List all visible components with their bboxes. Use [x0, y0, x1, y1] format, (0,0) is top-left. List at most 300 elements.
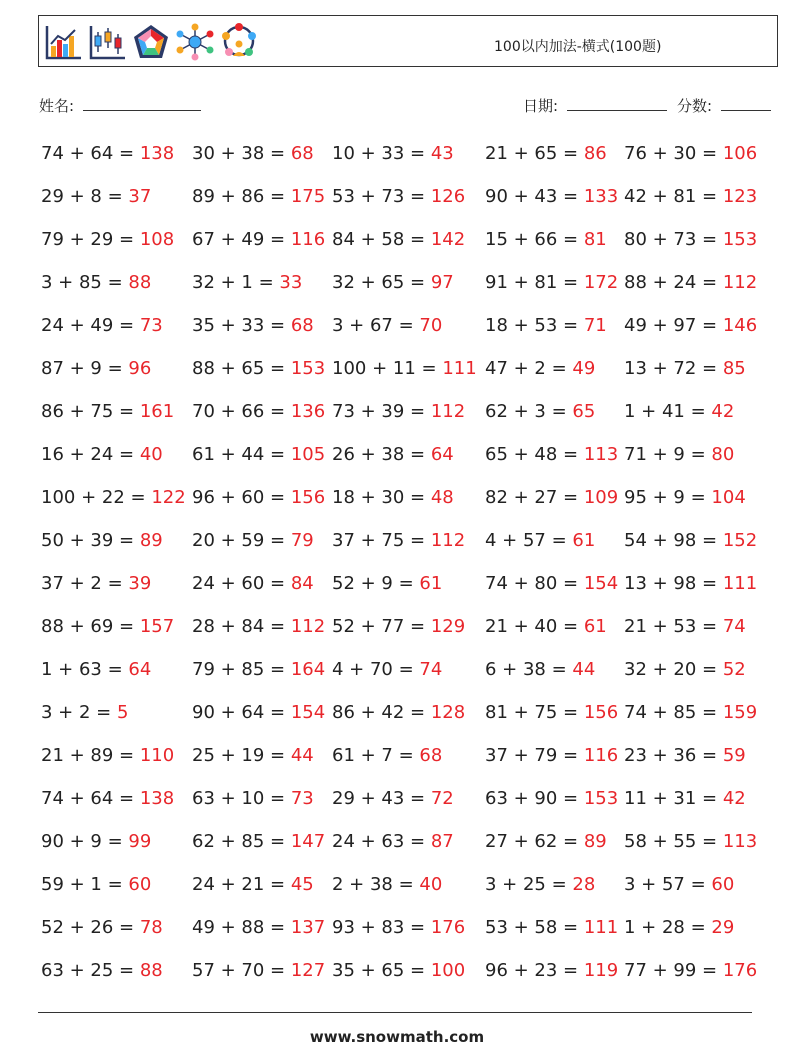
problem-question: 87 + 9 =	[41, 358, 129, 379]
problem-answer: 138	[139, 143, 175, 164]
problem-question: 88 + 24 =	[624, 272, 723, 293]
problem-answer: 81	[583, 229, 607, 250]
problem-answer: 64	[430, 444, 454, 465]
problem-answer: 111	[583, 917, 619, 938]
problem-answer: 61	[583, 616, 607, 637]
problem-answer: 42	[722, 788, 746, 809]
problem-answer: 112	[722, 272, 758, 293]
problem-answer: 68	[419, 745, 443, 766]
problem-question: 15 + 66 =	[485, 229, 584, 250]
problem-item	[41, 960, 192, 1003]
problem-question: 70 + 66 =	[192, 401, 291, 422]
problem-answer: 112	[430, 530, 466, 551]
problem-answer: 60	[128, 874, 152, 895]
problem-answer: 147	[290, 831, 326, 852]
problem-question: 80 + 73 =	[624, 229, 723, 250]
problem-item	[192, 401, 332, 444]
problem-answer: 154	[583, 573, 619, 594]
problem-item	[41, 702, 192, 745]
problem-item	[41, 917, 192, 960]
problem-item	[332, 616, 485, 659]
problem-answer: 33	[279, 272, 303, 293]
problem-item	[41, 186, 192, 229]
problem-answer: 146	[722, 315, 758, 336]
problem-question: 1 + 28 =	[624, 917, 712, 938]
problem-question: 86 + 42 =	[332, 702, 431, 723]
problem-answer: 126	[430, 186, 466, 207]
problem-answer: 116	[290, 229, 326, 250]
problem-question: 21 + 53 =	[624, 616, 723, 637]
problem-answer: 86	[583, 143, 607, 164]
problem-answer: 112	[290, 616, 326, 637]
problem-item	[332, 401, 485, 444]
problem-item	[624, 874, 764, 917]
problem-item	[332, 229, 485, 272]
problem-question: 82 + 27 =	[485, 487, 584, 508]
problem-item	[192, 487, 332, 530]
problem-question: 63 + 90 =	[485, 788, 584, 809]
problem-item	[41, 788, 192, 831]
problem-item	[332, 530, 485, 573]
problem-question: 37 + 79 =	[485, 745, 584, 766]
problem-question: 67 + 49 =	[192, 229, 291, 250]
problem-question: 6 + 38 =	[485, 659, 573, 680]
problem-question: 86 + 75 =	[41, 401, 140, 422]
problem-item	[332, 874, 485, 917]
problem-answer: 105	[290, 444, 326, 465]
problem-answer: 52	[722, 659, 746, 680]
problem-answer: 85	[722, 358, 746, 379]
problem-item	[485, 874, 624, 917]
pentagon-icon	[131, 22, 171, 62]
problem-question: 74 + 80 =	[485, 573, 584, 594]
problem-item	[332, 659, 485, 702]
problem-item	[485, 272, 624, 315]
problem-answer: 37	[128, 186, 152, 207]
problem-question: 61 + 44 =	[192, 444, 291, 465]
problem-question: 42 + 81 =	[624, 186, 723, 207]
problem-question: 32 + 20 =	[624, 659, 723, 680]
problem-item	[332, 186, 485, 229]
problem-item	[192, 917, 332, 960]
problem-question: 3 + 85 =	[41, 272, 129, 293]
problem-question: 81 + 75 =	[485, 702, 584, 723]
problem-item	[192, 831, 332, 874]
problem-question: 74 + 64 =	[41, 788, 140, 809]
problem-question: 96 + 60 =	[192, 487, 291, 508]
problem-item	[485, 659, 624, 702]
problem-question: 90 + 9 =	[41, 831, 129, 852]
problem-answer: 79	[290, 530, 314, 551]
problem-question: 30 + 38 =	[192, 143, 291, 164]
problem-question: 100 + 22 =	[41, 487, 152, 508]
name-label: 姓名:	[39, 97, 75, 115]
problem-answer: 73	[139, 315, 163, 336]
problem-item	[41, 315, 192, 358]
problem-question: 96 + 23 =	[485, 960, 584, 981]
problem-answer: 172	[583, 272, 619, 293]
problem-question: 59 + 1 =	[41, 874, 129, 895]
problem-item	[41, 401, 192, 444]
problem-item	[332, 917, 485, 960]
problem-question: 20 + 59 =	[192, 530, 291, 551]
problem-item	[485, 487, 624, 530]
problem-item	[485, 960, 624, 1003]
problem-question: 21 + 65 =	[485, 143, 584, 164]
problem-item	[624, 745, 764, 788]
problem-answer: 40	[139, 444, 163, 465]
problem-item	[624, 272, 764, 315]
problem-item	[332, 831, 485, 874]
problem-item	[192, 358, 332, 401]
problem-answer: 80	[711, 444, 735, 465]
problem-answer: 89	[583, 831, 607, 852]
problem-question: 13 + 72 =	[624, 358, 723, 379]
problem-item	[624, 401, 764, 444]
problem-answer: 108	[139, 229, 175, 250]
problem-question: 54 + 98 =	[624, 530, 723, 551]
problem-answer: 176	[722, 960, 758, 981]
problem-question: 65 + 48 =	[485, 444, 584, 465]
score-label: 分数:	[677, 97, 713, 115]
problem-answer: 71	[583, 315, 607, 336]
problem-question: 53 + 73 =	[332, 186, 431, 207]
problem-question: 88 + 69 =	[41, 616, 140, 637]
problem-item	[485, 917, 624, 960]
problem-question: 79 + 29 =	[41, 229, 140, 250]
problem-item	[485, 831, 624, 874]
problem-question: 95 + 9 =	[624, 487, 712, 508]
problem-answer: 175	[290, 186, 326, 207]
problem-answer: 29	[711, 917, 735, 938]
date-field	[523, 95, 667, 116]
problem-question: 16 + 24 =	[41, 444, 140, 465]
problem-question: 84 + 58 =	[332, 229, 431, 250]
problem-question: 24 + 21 =	[192, 874, 291, 895]
problem-answer: 156	[583, 702, 619, 723]
problem-item	[485, 358, 624, 401]
problem-answer: 104	[711, 487, 746, 508]
problem-answer: 68	[290, 143, 314, 164]
problem-item	[332, 487, 485, 530]
problem-item	[192, 702, 332, 745]
problem-answer: 137	[290, 917, 326, 938]
problem-answer: 142	[430, 229, 466, 250]
problem-answer: 72	[430, 788, 454, 809]
problem-item	[624, 186, 764, 229]
problem-question: 35 + 65 =	[332, 960, 431, 981]
problem-question: 93 + 83 =	[332, 917, 431, 938]
problem-item	[192, 444, 332, 487]
score-blank[interactable]	[721, 96, 771, 111]
problem-question: 91 + 81 =	[485, 272, 584, 293]
problem-answer: 74	[419, 659, 443, 680]
problem-question: 3 + 25 =	[485, 874, 573, 895]
problem-question: 57 + 70 =	[192, 960, 291, 981]
problem-item	[624, 530, 764, 573]
problem-item	[332, 702, 485, 745]
problem-question: 21 + 89 =	[41, 745, 140, 766]
problem-question: 90 + 43 =	[485, 186, 584, 207]
problem-question: 62 + 85 =	[192, 831, 291, 852]
problem-item	[332, 272, 485, 315]
problem-item	[192, 659, 332, 702]
problem-question: 63 + 10 =	[192, 788, 291, 809]
problem-item	[41, 530, 192, 573]
problem-answer: 78	[139, 917, 163, 938]
problem-item	[624, 659, 764, 702]
problem-question: 23 + 36 =	[624, 745, 723, 766]
problem-question: 71 + 9 =	[624, 444, 712, 465]
problem-question: 26 + 38 =	[332, 444, 431, 465]
problem-answer: 152	[722, 530, 758, 551]
problem-answer: 154	[290, 702, 326, 723]
problem-item	[192, 186, 332, 229]
problem-item	[41, 487, 192, 530]
problem-question: 52 + 9 =	[332, 573, 420, 594]
problem-item	[485, 616, 624, 659]
problem-question: 29 + 43 =	[332, 788, 431, 809]
problem-question: 89 + 86 =	[192, 186, 291, 207]
problem-answer: 122	[151, 487, 186, 508]
problem-item	[624, 831, 764, 874]
problem-item	[485, 444, 624, 487]
problem-question: 24 + 60 =	[192, 573, 291, 594]
problem-question: 37 + 75 =	[332, 530, 431, 551]
problem-item	[332, 358, 485, 401]
problem-item	[485, 186, 624, 229]
problem-answer: 88	[128, 272, 152, 293]
problem-answer: 153	[583, 788, 619, 809]
problem-item	[192, 874, 332, 917]
problem-item	[41, 831, 192, 874]
problem-item	[624, 315, 764, 358]
problem-item	[192, 315, 332, 358]
problem-question: 76 + 30 =	[624, 143, 723, 164]
problem-item	[485, 229, 624, 272]
problem-item	[624, 229, 764, 272]
network-icon	[175, 22, 215, 62]
problem-question: 74 + 85 =	[624, 702, 723, 723]
problem-answer: 153	[290, 358, 326, 379]
problem-question: 49 + 97 =	[624, 315, 723, 336]
problem-answer: 28	[572, 874, 596, 895]
problem-question: 100 + 11 =	[332, 358, 443, 379]
problem-question: 18 + 30 =	[332, 487, 431, 508]
problem-answer: 123	[722, 186, 758, 207]
problem-answer: 109	[583, 487, 619, 508]
problem-answer: 49	[572, 358, 596, 379]
problem-answer: 116	[583, 745, 619, 766]
problem-answer: 159	[722, 702, 758, 723]
problem-answer: 87	[430, 831, 454, 852]
problem-item	[192, 616, 332, 659]
problem-question: 24 + 63 =	[332, 831, 431, 852]
problem-question: 52 + 77 =	[332, 616, 431, 637]
problem-question: 4 + 57 =	[485, 530, 573, 551]
problem-item	[192, 272, 332, 315]
problem-question: 73 + 39 =	[332, 401, 431, 422]
problem-question: 1 + 41 =	[624, 401, 712, 422]
problem-answer: 89	[139, 530, 163, 551]
problem-question: 90 + 64 =	[192, 702, 291, 723]
problem-question: 18 + 53 =	[485, 315, 584, 336]
problem-question: 32 + 65 =	[332, 272, 431, 293]
problem-item	[41, 358, 192, 401]
problem-answer: 128	[430, 702, 466, 723]
problem-answer: 59	[722, 745, 746, 766]
problem-question: 3 + 57 =	[624, 874, 712, 895]
problem-item	[41, 444, 192, 487]
problem-question: 50 + 39 =	[41, 530, 140, 551]
problem-answer: 96	[128, 358, 152, 379]
problem-item	[624, 487, 764, 530]
problem-answer: 68	[290, 315, 314, 336]
problem-question: 37 + 2 =	[41, 573, 129, 594]
problem-answer: 100	[430, 960, 466, 981]
problem-answer: 110	[139, 745, 175, 766]
problem-question: 77 + 99 =	[624, 960, 723, 981]
problem-answer: 112	[430, 401, 466, 422]
problem-item	[192, 960, 332, 1003]
problem-answer: 136	[290, 401, 326, 422]
problem-answer: 43	[430, 143, 454, 164]
name-field	[39, 95, 201, 116]
header-icons	[43, 22, 259, 62]
problem-question: 53 + 58 =	[485, 917, 584, 938]
problem-answer: 161	[139, 401, 175, 422]
problem-question: 63 + 25 =	[41, 960, 140, 981]
problem-question: 24 + 49 =	[41, 315, 140, 336]
problem-question: 28 + 84 =	[192, 616, 291, 637]
problem-item	[624, 917, 764, 960]
problem-item	[332, 444, 485, 487]
bar-chart-icon	[43, 22, 83, 62]
team-cycle-icon	[219, 22, 259, 62]
problem-question: 25 + 19 =	[192, 745, 291, 766]
problem-answer: 39	[128, 573, 152, 594]
problem-item	[624, 788, 764, 831]
candlestick-chart-icon	[87, 22, 127, 62]
worksheet-title: 100以内加法-横式(100题)	[494, 39, 662, 55]
problem-item	[332, 573, 485, 616]
problem-item	[192, 229, 332, 272]
problem-question: 88 + 65 =	[192, 358, 291, 379]
problem-question: 11 + 31 =	[624, 788, 723, 809]
problem-item	[485, 315, 624, 358]
problem-item	[192, 745, 332, 788]
problem-answer: 74	[722, 616, 746, 637]
problem-item	[192, 788, 332, 831]
problem-item	[332, 315, 485, 358]
problem-item	[41, 143, 192, 186]
problem-item	[192, 573, 332, 616]
problem-answer: 61	[419, 573, 443, 594]
problem-question: 3 + 2 =	[41, 702, 117, 723]
problem-answer: 44	[290, 745, 314, 766]
problem-item	[41, 874, 192, 917]
problem-answer: 48	[430, 487, 454, 508]
problem-answer: 133	[583, 186, 619, 207]
problem-item	[332, 960, 485, 1003]
problem-question: 49 + 88 =	[192, 917, 291, 938]
problem-answer: 111	[722, 573, 758, 594]
problem-question: 29 + 8 =	[41, 186, 129, 207]
problem-question: 47 + 2 =	[485, 358, 573, 379]
footer-url: www.snowmath.com	[309, 1028, 485, 1046]
problem-item	[41, 616, 192, 659]
problem-question: 58 + 55 =	[624, 831, 723, 852]
problem-answer: 64	[128, 659, 152, 680]
problem-question: 13 + 98 =	[624, 573, 723, 594]
problem-item	[332, 143, 485, 186]
date-label: 日期:	[523, 97, 559, 115]
problem-item	[485, 401, 624, 444]
problem-answer: 113	[583, 444, 619, 465]
problem-grid	[41, 143, 781, 1003]
footer-divider	[38, 1012, 752, 1013]
problem-item	[41, 659, 192, 702]
problem-question: 32 + 1 =	[192, 272, 280, 293]
name-blank[interactable]	[83, 96, 201, 111]
problem-answer: 5	[116, 702, 129, 723]
problem-answer: 97	[430, 272, 454, 293]
date-blank[interactable]	[567, 96, 667, 111]
problem-item	[485, 530, 624, 573]
problem-answer: 44	[572, 659, 596, 680]
problem-item	[41, 272, 192, 315]
problem-item	[41, 229, 192, 272]
problem-question: 62 + 3 =	[485, 401, 573, 422]
problem-question: 35 + 33 =	[192, 315, 291, 336]
problem-item	[624, 444, 764, 487]
problem-answer: 111	[442, 358, 477, 379]
problem-item	[624, 960, 764, 1003]
problem-item	[624, 702, 764, 745]
problem-answer: 70	[419, 315, 443, 336]
problem-answer: 157	[139, 616, 175, 637]
problem-answer: 73	[290, 788, 314, 809]
problem-answer: 61	[572, 530, 596, 551]
problem-question: 4 + 70 =	[332, 659, 420, 680]
problem-question: 2 + 38 =	[332, 874, 420, 895]
problem-item	[192, 530, 332, 573]
problem-answer: 153	[722, 229, 758, 250]
problem-answer: 65	[572, 401, 596, 422]
problem-item	[624, 358, 764, 401]
worksheet-header	[38, 15, 778, 67]
problem-question: 61 + 7 =	[332, 745, 420, 766]
problem-answer: 40	[419, 874, 443, 895]
problem-question: 21 + 40 =	[485, 616, 584, 637]
problem-item	[485, 745, 624, 788]
problem-item	[624, 573, 764, 616]
problem-item	[624, 143, 764, 186]
problem-question: 10 + 33 =	[332, 143, 431, 164]
problem-item	[192, 143, 332, 186]
problem-answer: 156	[290, 487, 326, 508]
problem-item	[624, 616, 764, 659]
problem-answer: 119	[583, 960, 619, 981]
problem-item	[485, 702, 624, 745]
problem-answer: 129	[430, 616, 466, 637]
score-field	[677, 95, 771, 116]
problem-item	[485, 573, 624, 616]
problem-item	[41, 573, 192, 616]
problem-answer: 88	[139, 960, 163, 981]
problem-answer: 164	[290, 659, 326, 680]
problem-question: 27 + 62 =	[485, 831, 584, 852]
